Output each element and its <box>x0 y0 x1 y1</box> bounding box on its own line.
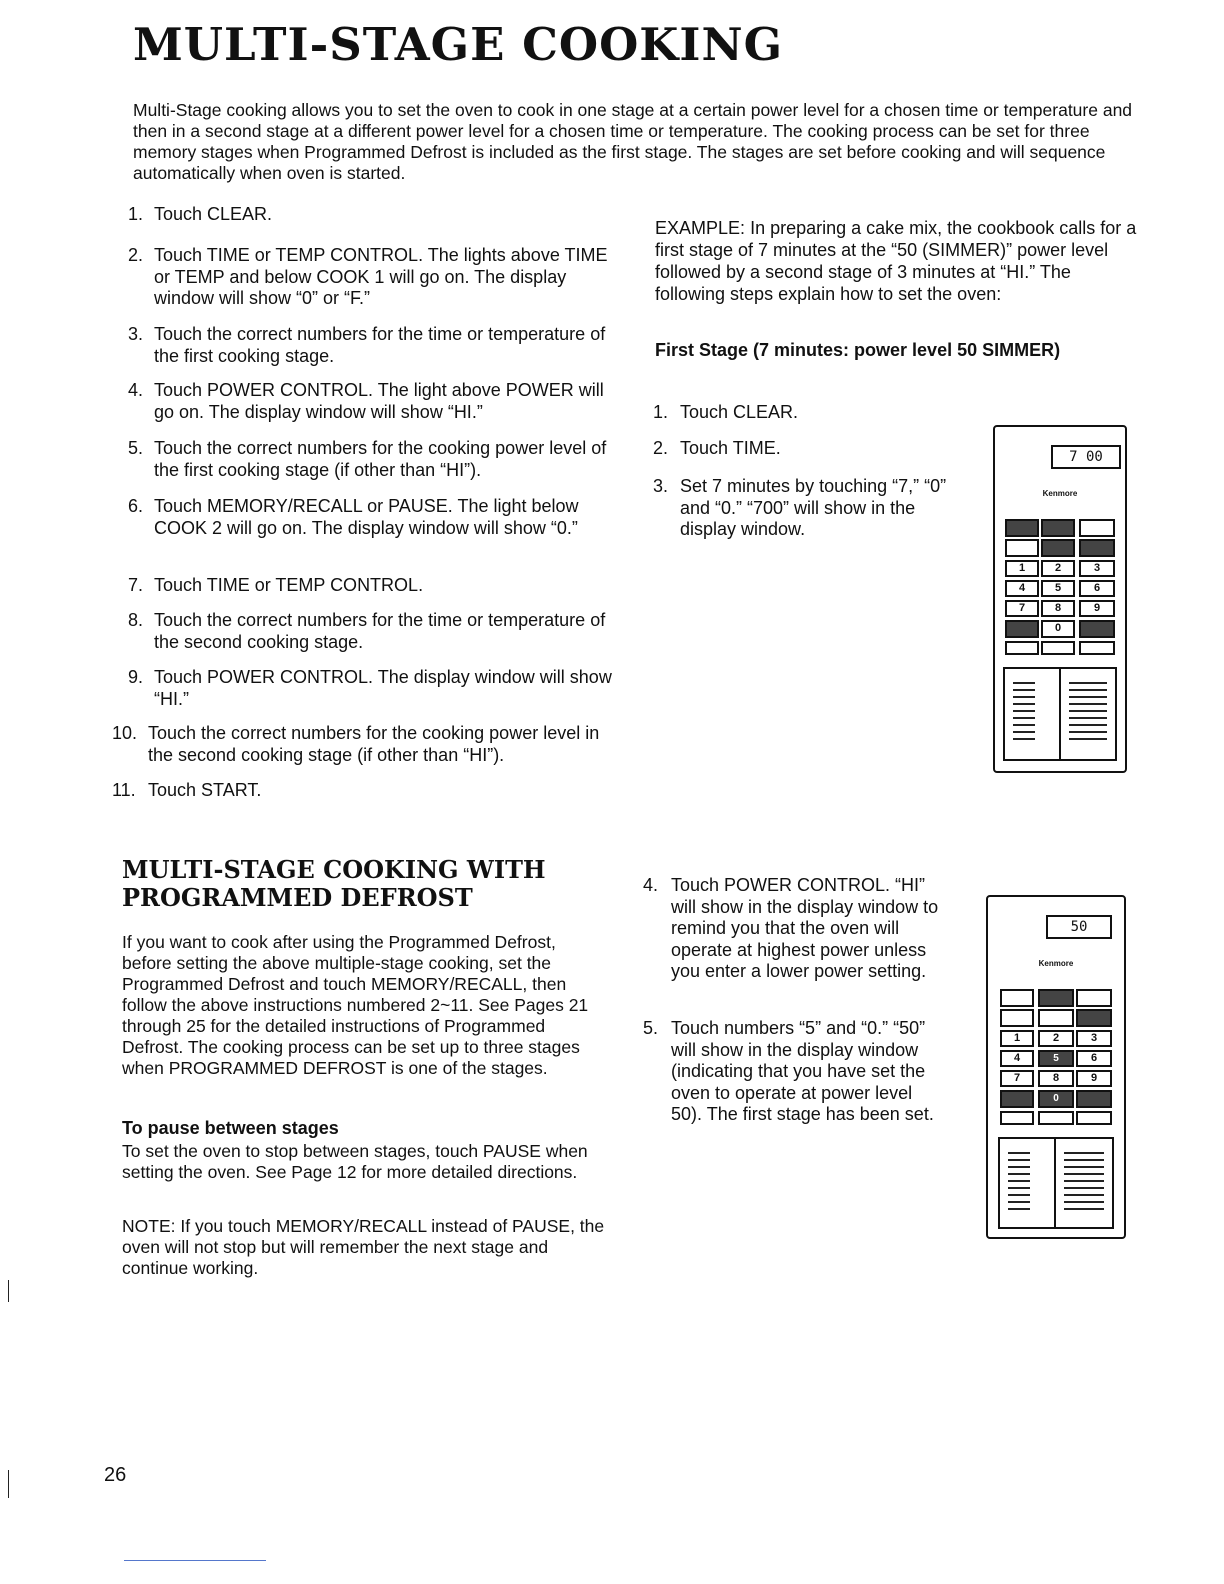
display-window: 7 00 <box>1051 445 1121 469</box>
brand-label: Kenmore <box>1038 959 1074 968</box>
list-item: 3. Set 7 minutes by touching “7,” “0” and “0.” “700” will show in the display window. <box>653 476 947 539</box>
power-level-chart <box>1003 667 1117 761</box>
number-key-5: 5 <box>1038 1050 1074 1067</box>
number-key-1: 1 <box>1000 1030 1034 1047</box>
clear-key <box>1005 641 1039 655</box>
page-number: 26 <box>104 1464 127 1486</box>
list-item: 6. Touch MEMORY/RECALL or PAUSE. The light below COOK 2 will go on. The display window will show “0.” <box>128 496 579 538</box>
memory-key <box>1079 519 1115 537</box>
display-window: 50 <box>1046 915 1112 939</box>
list-item: 9. Touch POWER CONTROL. The display window will show “HI.” <box>128 667 612 709</box>
list-item: 2. Touch TIME or TEMP CONTROL. The lights above TIME or TEMP and below COOK 1 will go on. The display window will show “0” or “F.” <box>128 245 608 308</box>
power-level-chart <box>998 1137 1114 1229</box>
number-key-6: 6 <box>1079 580 1115 597</box>
stop-time-key <box>1000 989 1034 1007</box>
microwave-control-panel-2 <box>986 895 1126 1239</box>
list-item: 4. Touch POWER CONTROL. The light above POWER will go on. The display window will show “HI.” <box>128 380 604 422</box>
list-item: 10. Touch the correct numbers for the cooking power level in the second cooking stage (if other than “HI”). <box>112 723 600 765</box>
first-stage-heading: First Stage (7 minutes: power level 50 SIMMER) <box>655 340 1061 360</box>
list-item: 7. Touch TIME or TEMP CONTROL. <box>128 575 424 595</box>
number-key-4: 4 <box>1000 1050 1034 1067</box>
number-key-0: 0 <box>1041 620 1075 638</box>
scan-edge-mark <box>8 1470 9 1498</box>
example-text: In preparing a cake mix, the cookbook calls for a first stage of 7 minutes at the “50 (SIMMER)” power level followed by a second stage of 3 minutes at “HI.” The following steps explain how to set the oven: <box>655 218 1137 304</box>
stop-key <box>1079 641 1115 655</box>
list-item: 3. Touch the correct numbers for the time or temperature of the first cooking stage. <box>128 324 606 366</box>
example-paragraph <box>655 217 1145 305</box>
number-key-2: 2 <box>1041 560 1075 577</box>
number-key-6: 6 <box>1076 1050 1112 1067</box>
list-item: 5. Touch numbers “5” and “0.” “50” will show in the display window (indicating that you have set the oven to operate at power level 50). The first stage has been set. <box>643 1018 934 1124</box>
note-paragraph <box>122 1216 606 1279</box>
temp-control-key <box>1076 1090 1112 1108</box>
number-key-7: 7 <box>1000 1070 1034 1087</box>
number-key-3: 3 <box>1076 1030 1112 1047</box>
number-key-2: 2 <box>1038 1030 1074 1047</box>
list-item: 11. Touch START. <box>112 780 262 800</box>
number-key-1: 1 <box>1005 560 1039 577</box>
number-key-8: 8 <box>1038 1070 1074 1087</box>
number-key-9: 9 <box>1079 600 1115 617</box>
pause-key <box>1038 1009 1074 1027</box>
number-key-9: 9 <box>1076 1070 1112 1087</box>
start-key <box>1041 641 1075 655</box>
note-label: NOTE: <box>122 1216 176 1236</box>
programmed-defrost-key <box>1041 519 1075 537</box>
example-label: EXAMPLE: <box>655 218 746 238</box>
memory-recall-key <box>1079 539 1115 557</box>
pause-heading: To pause between stages <box>122 1118 339 1138</box>
list-item: 2. Touch TIME. <box>653 438 781 458</box>
microwave-control-panel-1 <box>993 425 1127 773</box>
temp-control-key <box>1079 620 1115 638</box>
intro-paragraph: Multi-Stage cooking allows you to set the oven to cook in one stage at a certain power level for a chosen time or temperature and then in a second stage at a different power level for a chosen time or temperature. The cooking process can be set for three memory stages when Programmed Defrost is included as the first stage. The stages are set before cooking and will sequence automatically when oven is started. <box>133 100 1133 183</box>
number-key-3: 3 <box>1079 560 1115 577</box>
number-key-4: 4 <box>1005 580 1039 597</box>
stop-key <box>1076 1111 1112 1125</box>
number-key-5: 5 <box>1041 580 1075 597</box>
list-item: 5. Touch the correct numbers for the cooking power level of the first cooking stage (if other than “HI”). <box>128 438 607 480</box>
pause-paragraph: To set the oven to stop between stages, touch PAUSE when setting the oven. See Page 12 for more detailed directions. <box>122 1141 588 1182</box>
memory-recall-key <box>1076 1009 1112 1027</box>
list-item: 1. Touch CLEAR. <box>653 402 799 422</box>
list-item: 4. Touch POWER CONTROL. “HI” will show in the display window to remind you that the oven will operate at highest power unless you enter a lower power setting. <box>643 875 939 981</box>
scan-edge-mark <box>8 1280 9 1302</box>
pause-key <box>1041 539 1075 557</box>
defrost-paragraph: If you want to cook after using the Programmed Defrost, before setting the above multiple-stage cooking, set the Programmed Defrost and touch MEMORY/RECALL, then follow the above instructions numbered 2~11. See Pages 21 through 25 for the detailed instructions of Programmed Defrost. The cooking process can be set up to three stages when PROGRAMMED DEFROST is one of the stages. <box>122 932 589 1078</box>
bottom-rule <box>124 1560 266 1561</box>
page-title: MULTI-STAGE COOKING <box>133 18 784 71</box>
section-heading: MULTI-STAGE COOKING WITH PROGRAMMED DEFROST <box>122 855 546 912</box>
power-control-key <box>1000 1090 1034 1108</box>
number-key-7: 7 <box>1005 600 1039 617</box>
clear-key <box>1000 1111 1034 1125</box>
number-key-8: 8 <box>1041 600 1075 617</box>
memory-key <box>1076 989 1112 1007</box>
clock-key <box>1000 1009 1034 1027</box>
stop-time-key <box>1005 519 1039 537</box>
programmed-defrost-key <box>1038 989 1074 1007</box>
brand-label: Kenmore <box>1042 489 1078 498</box>
list-item: 8. Touch the correct numbers for the time or temperature of the second cooking stage. <box>128 610 606 652</box>
number-key-0: 0 <box>1038 1090 1074 1108</box>
note-text: If you touch MEMORY/RECALL instead of PAUSE, the oven will not stop but will remember the next stage and continue working. <box>122 1216 605 1278</box>
list-item: 1. Touch CLEAR. <box>128 204 273 224</box>
power-control-key <box>1005 620 1039 638</box>
start-key <box>1038 1111 1074 1125</box>
clock-key <box>1005 539 1039 557</box>
